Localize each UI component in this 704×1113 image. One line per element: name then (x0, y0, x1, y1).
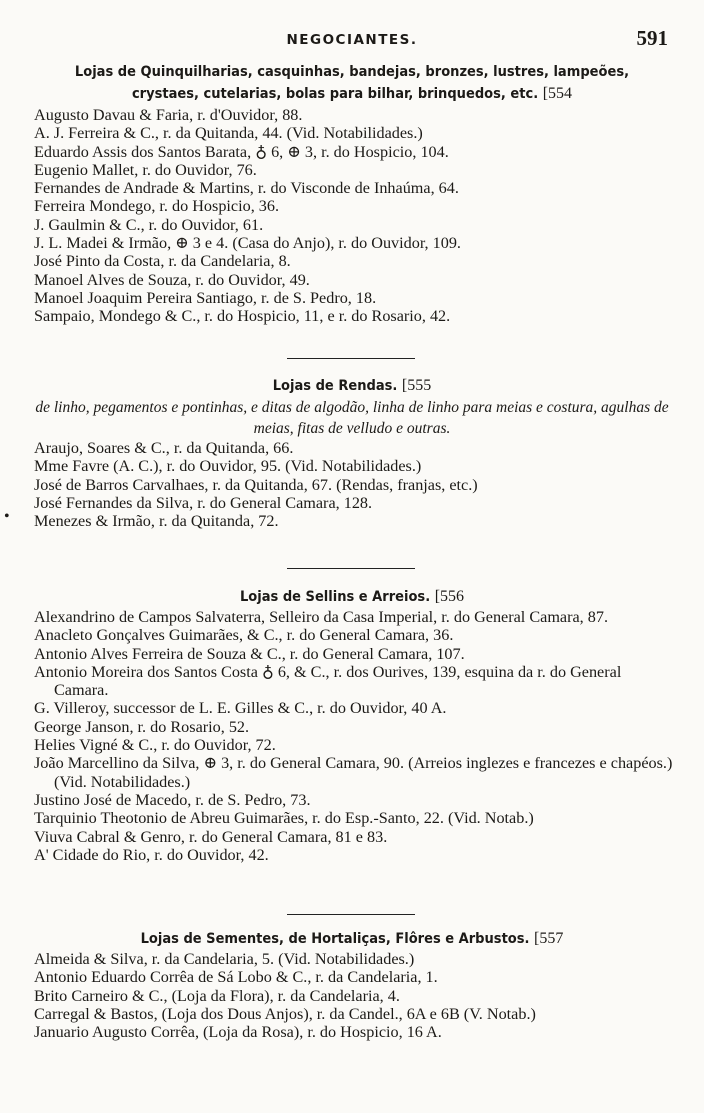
list-item: J. Gaulmin & C., r. do Ouvidor, 61. (34, 215, 264, 234)
list-item: Anacleto Gonçalves Guimarães, & C., r. do General Camara, 36. (34, 626, 454, 645)
list-item: J. L. Madei & Irmão, ⊕ 3 e 4. (Casa do Anjo), r. do Ouvidor, 109. (34, 234, 461, 253)
entry-list (0, 439, 704, 530)
list-item: Araujo, Soares & C., r. da Quitanda, 66. (34, 439, 294, 457)
section-heading (0, 62, 704, 83)
list-item: Ferreira Mondego, r. do Hospicio, 36. (34, 197, 280, 216)
list-item: Antonio Eduardo Corrêa de Sá Lobo & C., r. da Candelaria, 1. (34, 968, 438, 987)
list-item: Mme Favre (A. C.), r. do Ouvidor, 95. (Vid. Notabilidades.) (34, 457, 422, 476)
list-item: Almeida & Silva, r. da Candelaria, 5. (Vid. Notabilidades.) (34, 950, 415, 968)
list-item: Antonio Moreira dos Santos Costa ♁ 6, & C., r. dos Ourives, 139, esquina da r. do General Camara. (34, 662, 622, 700)
entry-list (0, 106, 704, 326)
section-heading-line2: crystaes, cutelarias, bolas para bilhar, brinquedos, etc. (131, 86, 539, 102)
list-item: Eugenio Mallet, r. do Ouvidor, 76. (34, 160, 257, 179)
list-item: Fernandes de Andrade & Martins, r. do Visconde de Inhaúma, 64. (34, 179, 459, 198)
list-item: A. J. Ferreira & C., r. da Quitanda, 44. (Vid. Notabilidades.) (34, 124, 423, 143)
list-item: G. Villeroy, successor de L. E. Gilles & C., r. do Ouvidor, 40 A. (34, 699, 447, 718)
list-item: Carregal & Bastos, (Loja dos Dous Anjos), r. da Candel., 6A e 6B (V. Notab.) (34, 1004, 536, 1023)
list-item: Eduardo Assis dos Santos Barata, ♁ 6, ⊕ 3, r. do Hospicio, 104. (34, 142, 449, 161)
entry-list (0, 608, 704, 864)
section-555 (0, 375, 704, 530)
list-item: Menezes & Irmão, r. da Quitanda, 72. (34, 512, 279, 531)
list-item: Sampaio, Mondego & C., r. do Hospicio, 11, e r. do Rosario, 42. (34, 307, 451, 326)
list-item: José de Barros Carvalhaes, r. da Quitanda, 67. (Rendas, franjas, etc.) (34, 475, 478, 494)
list-item: George Janson, r. do Rosario, 52. (34, 717, 250, 736)
list-item: Justino José de Macedo, r. de S. Pedro, 73. (34, 790, 311, 809)
section-heading-text: Lojas de Sementes, de Hortaliças, Flôres e Arbustos. (140, 931, 530, 947)
list-item: Augusto Davau & Faria, r. d'Ouvidor, 88. (34, 106, 303, 124)
section-557 (0, 928, 704, 1041)
margin-mark: • (4, 508, 10, 525)
running-head (0, 26, 704, 56)
list-item: João Marcellino da Silva, ⊕ 3, r. do General Camara, 90. (Arreios inglezes e francezes e chapéos.) (Vid. Notabilidades.) (34, 754, 673, 791)
running-head-title: NEGOCIANTES. (286, 32, 418, 48)
list-item: José Fernandes da Silva, r. do General Camara, 128. (34, 493, 373, 512)
section-divider (287, 914, 415, 915)
section-divider (287, 568, 415, 569)
list-item: Antonio Alves Ferreira de Souza & C., r. do General Camara, 107. (34, 644, 465, 663)
list-item: A' Cidade do Rio, r. do Ouvidor, 42. (34, 845, 269, 864)
list-item: Manoel Joaquim Pereira Santiago, r. de S. Pedro, 18. (34, 288, 377, 307)
list-item: Brito Carneiro & C., (Loja da Flora), r. da Candelaria, 4. (34, 986, 400, 1005)
section-heading-text: Lojas de Sellins e Arreios. (239, 589, 431, 605)
section-heading-cont (0, 83, 704, 105)
entry-list (0, 950, 704, 1041)
section-number: [556 (434, 588, 465, 605)
section-heading-line1: Lojas de Quinquilharias, casquinhas, bandejas, bronzes, lustres, lampeões, (74, 64, 630, 80)
section-number: [554 (542, 85, 573, 102)
list-item: Manoel Alves de Souza, r. do Ouvidor, 49. (34, 270, 310, 289)
list-item: Viuva Cabral & Genro, r. do General Camara, 81 e 83. (34, 827, 388, 846)
list-item: Helies Vigné & C., r. do Ouvidor, 72. (34, 736, 276, 755)
section-number: [557 (534, 930, 564, 947)
list-item: Tarquinio Theotonio de Abreu Guimarães, r. do Esp.-Santo, 22. (Vid. Notab.) (34, 809, 534, 828)
list-item: Januario Augusto Corrêa, (Loja da Rosa), r. do Hospicio, 16 A. (34, 1023, 442, 1042)
section-heading (0, 586, 704, 608)
section-heading (0, 928, 704, 950)
section-556 (0, 586, 704, 864)
list-item: Alexandrino de Campos Salvaterra, Selleiro da Casa Imperial, r. do General Camara, 87. (34, 608, 609, 626)
list-item: José Pinto da Costa, r. da Candelaria, 8. (34, 252, 291, 271)
page-number: 591 (636, 26, 668, 50)
section-divider (287, 358, 415, 359)
section-number: [555 (401, 377, 432, 394)
section-subtitle: de linho, pegamentos e pontinhas, e ditas de algodão, linha de linho para meias e costura, agulhas de meias, fitas de velludo e outras. (35, 399, 669, 437)
section-heading (0, 375, 704, 397)
section-heading-text: Lojas de Rendas. (272, 378, 398, 394)
section-554 (0, 62, 704, 326)
